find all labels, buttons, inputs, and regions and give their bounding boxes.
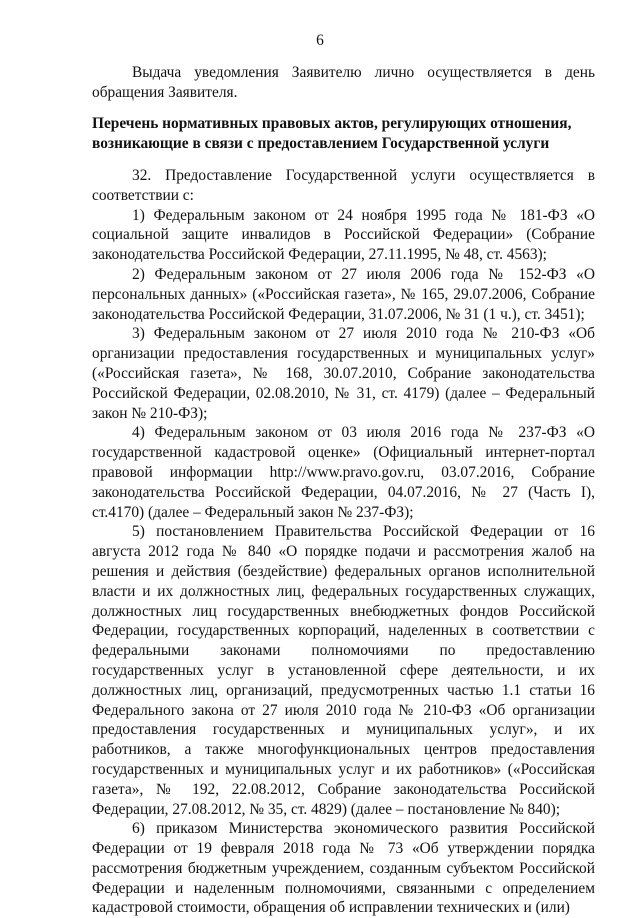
list-item-4: 4) Федеральным законом от 03 июля 2016 года № 237-ФЗ «О государственной кадастровой оценке» (Официальный интернет-портал правовой информации http://www.pravo.gov.ru, 03.07.2016, Собрание законодательства Российской Федерации, 04.07.2016, № 27 (Часть I), ст.4170) (далее – Федеральный закон № 237-ФЗ); bbox=[92, 424, 595, 521]
page-number: 6 bbox=[316, 32, 324, 49]
paragraph-32: 32. Предоставление Государственной услуги осуществляется в соответствии с: bbox=[92, 167, 595, 204]
legal-acts-list bbox=[92, 166, 595, 918]
list-item-1: 1) Федеральным законом от 24 ноября 1995 года № 181-ФЗ «О социальной защите инвалидов в Российской Федерации» (Собрание законодательства Российской Федерации, 27.11.1995, № 48, ст. 4563); bbox=[92, 206, 595, 264]
heading-line-2: возникающие в связи с предоставлением Государственной услуги bbox=[92, 134, 550, 152]
list-item-3: 3) Федеральным законом от 27 июля 2010 года № 210-ФЗ «Об организации предоставления государственных и муниципальных услуг» («Российская газета», № 168, 30.07.2010, Собрание законодательства Российской Федерации, 02.08.2010, № 31, ст. 4179) (далее – Федеральный закон № 210-ФЗ); bbox=[92, 325, 595, 422]
list-item-5: 5) постановлением Правительства Российской Федерации от 16 августа 2012 года № 840 «О порядке подачи и рассмотрения жалоб на решения и действия (бездействие) федеральных органов исполнительной власти и их должностных лиц, федеральных государственных служащих, должностных лиц государственных внебюджетных фондов Российской Федерации, государственных корпораций, наделенных в соответствии с федеральными законами полномочиями по предоставлению государственных услуг в установленной сфере деятельности, и их должностных лиц, организаций, предусмотренных частью 1.1 статьи 16 Федерального закона от 27 июля 2010 года № 210-ФЗ «Об организации предоставления государственных и муниципальных услуг», и их работников, а также многофункциональных центров предоставления государственных и муниципальных услуг и их работников» («Российская газета», № 192, 22.08.2012, Собрание законодательства Российской Федерации, 27.08.2012, № 35, ст. 4829) (далее – постановление № 840); bbox=[92, 523, 595, 818]
list-item-6: 6) приказом Министерства экономического развития Российской Федерации от 19 февраля 2018 года № 73 «Об утверждении порядка рассмотрения бюджетным учреждением, созданным субъектом Российской Федерации и наделенным полномочиями, связанными с определением кадастровой стоимости, обращения об исправлении технических и (или) bbox=[92, 820, 595, 917]
list-item-2: 2) Федеральным законом от 27 июля 2006 года № 152-ФЗ «О персональных данных» («Российская газета», № 165, 29.07.2006, Собрание законодательства Российской Федерации, 31.07.2006, № 31 (1 ч.), ст. 3451); bbox=[92, 265, 595, 323]
intro-block bbox=[92, 63, 595, 103]
intro-paragraph: Выдача уведомления Заявителю лично осуществляется в день обращения Заявителя. bbox=[92, 64, 595, 101]
heading-line-1: Перечень нормативных правовых актов, регулирующих отношения, bbox=[92, 115, 572, 132]
section-heading bbox=[92, 114, 595, 154]
